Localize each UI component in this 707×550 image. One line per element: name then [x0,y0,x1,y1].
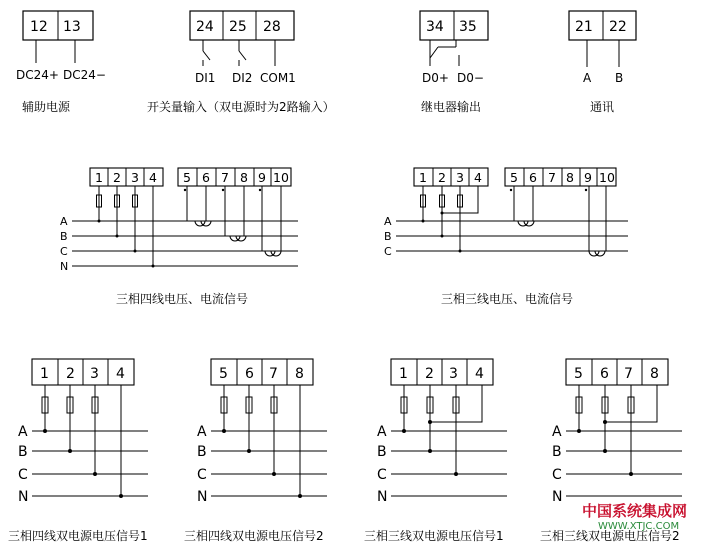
caption-relay-output: 继电器输出 [421,100,482,114]
terminal-1: 1 [419,170,427,185]
terminal-35: 35 [459,19,477,35]
label-dc24-plus: DC24+ [16,68,59,82]
terminal-2: 2 [113,170,121,185]
watermark-text: 中国系统集成网 [582,502,688,520]
terminal-4: 4 [475,366,484,382]
relay-output-block [420,11,488,114]
label-di2: DI2 [232,71,253,85]
caption-comm: 通讯 [590,100,615,114]
terminal-1: 1 [95,170,103,185]
terminal-5: 5 [574,366,583,382]
line-n-label: N [197,489,208,505]
terminal-2: 2 [66,366,75,382]
terminal-21: 21 [575,19,593,35]
terminal-3: 3 [449,366,458,382]
terminal-6: 6 [529,170,537,185]
three-phase-four-wire-diagram [60,168,298,306]
label-comm-a: A [583,71,592,85]
line-n-label: N [377,489,388,505]
line-n-label: N [18,489,29,505]
caption-three-phase-four-wire: 三相四线电压、电流信号 [116,292,249,306]
line-b-label: B [60,230,68,243]
terminal-7: 7 [221,170,229,185]
terminal-9: 9 [258,170,266,185]
caption-3wire-signal-1: 三相三线双电源电压信号1 [364,529,504,543]
line-a-label: A [377,424,387,440]
line-b-label: B [377,444,387,460]
terminal-22: 22 [609,19,627,35]
three-phase-three-wire-diagram [384,168,628,306]
terminal-1: 1 [40,366,49,382]
line-a-label: A [197,424,207,440]
label-di1: DI1 [195,71,216,85]
watermark [582,502,687,532]
terminal-34: 34 [426,19,444,35]
line-c-label: C [197,467,207,483]
terminal-2: 2 [438,170,446,185]
caption-aux-power: 辅助电源 [22,100,71,114]
terminal-1: 1 [399,366,408,382]
terminal-13: 13 [63,19,81,35]
terminal-3: 3 [131,170,139,185]
line-n-label: N [552,489,563,505]
terminal-24: 24 [196,19,214,35]
terminal-10: 10 [599,170,615,185]
terminal-8: 8 [295,366,304,382]
dual-power-4wire-signal-2 [184,359,327,543]
label-d0-minus: D0− [457,71,484,85]
terminal-7: 7 [548,170,556,185]
terminal-3: 3 [90,366,99,382]
terminal-3: 3 [456,170,464,185]
terminal-12: 12 [30,19,48,35]
terminal-5: 5 [219,366,228,382]
terminal-10: 10 [273,170,289,185]
terminal-4: 4 [149,170,157,185]
line-b-label: B [197,444,207,460]
line-c-label: C [377,467,387,483]
dual-power-3wire-signal-1 [364,359,507,543]
terminal-6: 6 [245,366,254,382]
line-a-label: A [60,215,68,228]
switch-input-block [147,11,335,114]
dual-power-4wire-signal-1 [8,359,148,543]
comm-block [569,11,636,114]
watermark-url: WWW.XTJC.COM [598,521,680,532]
caption-4wire-signal-1: 三相四线双电源电压信号1 [8,529,148,543]
line-c-label: C [18,467,28,483]
line-a-label: A [552,424,562,440]
label-dc24-minus: DC24− [63,68,106,82]
terminal-4: 4 [474,170,482,185]
aux-power-block [16,11,106,114]
line-c-label: C [384,245,392,258]
terminal-8: 8 [566,170,574,185]
label-com1: COM1 [260,71,296,85]
terminal-2: 2 [425,366,434,382]
caption-switch-input: 开关量输入（双电源时为2路输入） [147,100,335,114]
terminal-8: 8 [240,170,248,185]
line-n-label: N [60,260,69,273]
terminal-6: 6 [600,366,609,382]
terminal-4: 4 [116,366,125,382]
terminal-7: 7 [269,366,278,382]
line-b-label: B [552,444,562,460]
line-b-label: B [18,444,28,460]
terminal-5: 5 [510,170,518,185]
terminal-25: 25 [229,19,247,35]
caption-three-phase-three-wire: 三相三线电压、电流信号 [441,292,574,306]
terminal-9: 9 [584,170,592,185]
caption-3wire-signal-2: 三相三线双电源电压信号2 [540,529,680,543]
terminal-5: 5 [183,170,191,185]
line-c-label: C [60,245,68,258]
terminal-28: 28 [263,19,281,35]
caption-4wire-signal-2: 三相四线双电源电压信号2 [184,529,324,543]
label-comm-b: B [615,71,624,85]
terminal-6: 6 [202,170,210,185]
line-a-label: A [384,215,392,228]
label-d0-plus: D0+ [422,71,449,85]
terminal-7: 7 [624,366,633,382]
line-a-label: A [18,424,28,440]
line-c-label: C [552,467,562,483]
terminal-8: 8 [650,366,659,382]
line-b-label: B [384,230,392,243]
